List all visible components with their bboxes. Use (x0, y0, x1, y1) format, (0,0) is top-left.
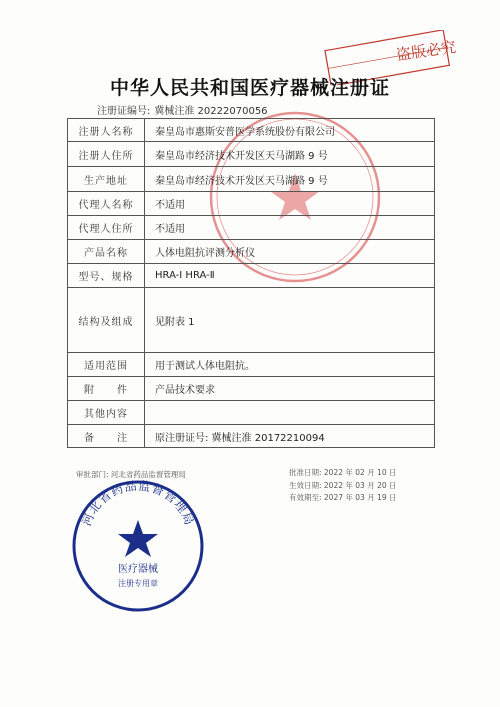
field-label: 结构及组成 (68, 288, 145, 353)
table-row (68, 264, 435, 288)
field-value: 秦皇岛市惠斯安普医学系统股份有限公司 (145, 119, 435, 142)
field-label: 注册人住所 (68, 142, 145, 167)
table-row (68, 142, 435, 167)
field-label: 代理人名称 (68, 192, 145, 216)
field-value: 人体电阻抗评测分析仪 (145, 240, 435, 264)
issue-date: 生效日期: 2022 年 03 月 20 日 (289, 480, 397, 490)
page-title: 中华人民共和国医疗器械注册证 (109, 77, 390, 99)
field-label: 生产地址 (68, 167, 145, 192)
field-label: 型号、规格 (68, 264, 145, 288)
table-row (68, 288, 435, 353)
certificate-table (67, 118, 435, 448)
field-value: 产品技术要求 (145, 377, 435, 401)
table-row (68, 167, 435, 192)
field-value: HRA-Ⅰ HRA-Ⅱ (145, 264, 435, 288)
table-row (68, 240, 435, 264)
table-row (68, 353, 435, 377)
table-row (68, 216, 435, 240)
field-value: 秦皇岛市经济技术开发区天马湖路 9 号 (145, 167, 435, 192)
reg-no-label: 注册证编号: (97, 106, 151, 117)
field-value: 不适用 (145, 192, 435, 216)
field-value (145, 401, 435, 425)
reg-no-value: 冀械注准 20222070056 (154, 106, 268, 117)
table-row (68, 377, 435, 401)
seal-center-text: 医疗器械 (118, 564, 158, 575)
handwritten-note: 盗版必究 (395, 37, 458, 65)
field-label: 注册人名称 (68, 119, 145, 142)
field-label: 附 件 (68, 377, 145, 401)
seal-bottom-text: 注册专用章 (118, 579, 158, 588)
expiry-date: 有效期至: 2027 年 03 月 19 日 (289, 493, 397, 502)
field-label: 产品名称 (68, 240, 145, 264)
registration-number (97, 102, 268, 117)
table-row (68, 119, 435, 142)
field-value: 秦皇岛市经济技术开发区天马湖路 9 号 (145, 142, 435, 167)
field-value: 原注册证号: 冀械注准 20172210094 (145, 425, 435, 448)
field-value: 用于测试人体电阻抗。 (145, 353, 435, 377)
seal-ring-text: 河北省药品监督管理局 (79, 478, 197, 528)
table-row (68, 425, 435, 448)
field-value: 见附表 1 (145, 288, 435, 353)
field-label: 备 注 (68, 425, 145, 448)
field-value: 不适用 (145, 216, 435, 240)
official-seal (68, 476, 208, 616)
validity-dates (289, 467, 397, 505)
issuing-authority: 审批部门: 河北省药品监督管理局 (76, 470, 186, 479)
field-label: 其他内容 (68, 401, 145, 425)
table-row (68, 192, 435, 216)
table-row (68, 401, 435, 425)
field-label: 代理人住所 (68, 216, 145, 240)
approve-date: 批准日期: 2022 年 02 月 10 日 (289, 468, 397, 477)
field-label: 适用范围 (68, 353, 145, 377)
